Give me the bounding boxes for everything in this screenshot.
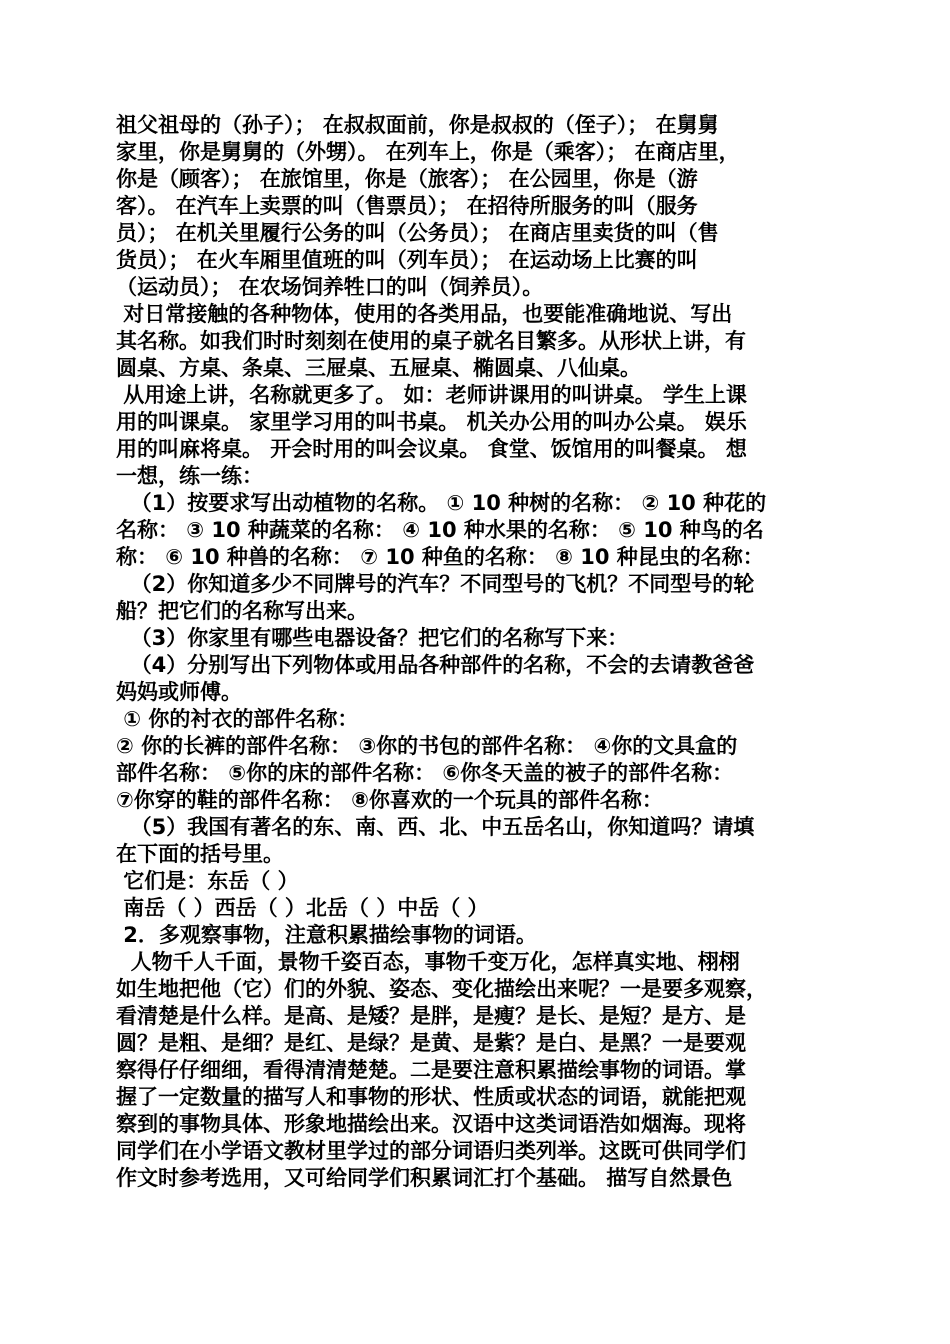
text-line: 察到的事物具体、形象地描绘出来。汉语中这类词语浩如烟海。现将: [116, 1112, 746, 1136]
text-line: 货员）； 在火车厢里值班的叫（列车员）； 在运动场上比赛的叫: [116, 248, 698, 272]
text-line: 它们是：东岳（ ）: [116, 869, 299, 893]
text-line: 祖父祖母的（孙子）； 在叔叔面前，你是叔叔的（侄子）； 在舅舅: [116, 113, 719, 137]
text-line: 在下面的括号里。: [116, 842, 284, 866]
text-line: 你是（顾客）； 在旅馆里，你是（旅客）； 在公园里，你是（游: [116, 167, 698, 191]
text-line: 察得仔仔细细，看得清清楚楚。二是要注意积累描绘事物的词语。掌: [116, 1058, 746, 1082]
text-line: 如生地把他（它）们的外貌、姿态、变化描绘出来呢？一是要多观察，: [116, 977, 767, 1001]
text-line: （3）你家里有哪些电器设备？把它们的名称写下来：: [116, 626, 629, 650]
text-line: 客）。 在汽车上卖票的叫（售票员）； 在招待所服务的叫（服务: [116, 194, 698, 218]
text-line: ② 你的长裤的部件名称： ③你的书包的部件名称： ④你的文具盒的: [116, 734, 738, 758]
text-line: 名称： ③ 10 种蔬菜的名称： ④ 10 种水果的名称： ⑤ 10 种鸟的名: [116, 518, 764, 542]
text-line: 作文时参考选用，又可给同学们积累词汇打个基础。 描写自然景色: [116, 1166, 733, 1190]
text-line: （1）按要求写出动植物的名称。 ① 10 种树的名称： ② 10 种花的: [116, 491, 767, 515]
text-line: 称： ⑥ 10 种兽的名称： ⑦ 10 种鱼的名称： ⑧ 10 种昆虫的名称：: [116, 545, 764, 569]
text-line: 船？把它们的名称写出来。: [116, 599, 368, 623]
text-line: 妈妈或师傅。: [116, 680, 242, 704]
text-line: 用的叫课桌。 家里学习用的叫书桌。 机关办公用的叫办公桌。 娱乐: [116, 410, 747, 434]
text-line: 握了一定数量的描写人和事物的形状、性质或状态的词语，就能把观: [116, 1085, 746, 1109]
document-body: [116, 112, 838, 1192]
text-line: 家里，你是舅舅的（外甥）。 在列车上，你是（乘客）； 在商店里，: [116, 140, 740, 164]
text-line: ⑦你穿的鞋的部件名称： ⑧你喜欢的一个玩具的部件名称：: [116, 788, 663, 812]
text-line: 南岳（ ）西岳（ ）北岳（ ）中岳（ ）: [116, 896, 489, 920]
text-line: （2）你知道多少不同牌号的汽车？不同型号的飞机？不同型号的轮: [116, 572, 755, 596]
text-line: 圆桌、方桌、条桌、三屉桌、五屉桌、椭圆桌、八仙桌。: [116, 356, 641, 380]
text-line: 其名称。如我们时时刻刻在使用的桌子就名目繁多。从形状上讲，有: [116, 329, 746, 353]
text-line: 用的叫麻将桌。 开会时用的叫会议桌。 食堂、饭馆用的叫餐桌。 想: [116, 437, 747, 461]
text-line: 部件名称： ⑤你的床的部件名称： ⑥你冬天盖的被子的部件名称：: [116, 761, 734, 785]
text-line: 员）； 在机关里履行公务的叫（公务员）； 在商店里卖货的叫（售: [116, 221, 719, 245]
text-line: 人物千人千面，景物千姿百态，事物千变万化，怎样真实地、栩栩: [116, 950, 740, 974]
text-line: 从用途上讲，名称就更多了。 如：老师讲课用的叫讲桌。 学生上课: [116, 383, 747, 407]
text-line: 对日常接触的各种物体，使用的各类用品，也要能准确地说、写出: [116, 302, 733, 326]
text-line: 一想，练一练：: [116, 464, 263, 488]
text-line: （5）我国有著名的东、南、西、北、中五岳名山，你知道吗？请填: [116, 815, 755, 839]
text-line: 同学们在小学语文教材里学过的部分词语归类列举。这既可供同学们: [116, 1139, 746, 1163]
text-line: ① 你的衬衣的部件名称：: [116, 707, 359, 731]
text-line: （4）分别写出下列物体或用品各种部件的名称，不会的去请教爸爸: [116, 653, 755, 677]
text-line: 圆？是粗、是细？是红、是绿？是黄、是紫？是白、是黑？一是要观: [116, 1031, 746, 1055]
text-line: （运动员）； 在农场饲养牲口的叫（饲养员）。: [116, 275, 544, 299]
text-line: 看清楚是什么样。是高、是矮？是胖，是瘦？是长、是短？是方、是: [116, 1004, 746, 1028]
text-line: 2．多观察事物，注意积累描绘事物的词语。: [116, 923, 537, 947]
